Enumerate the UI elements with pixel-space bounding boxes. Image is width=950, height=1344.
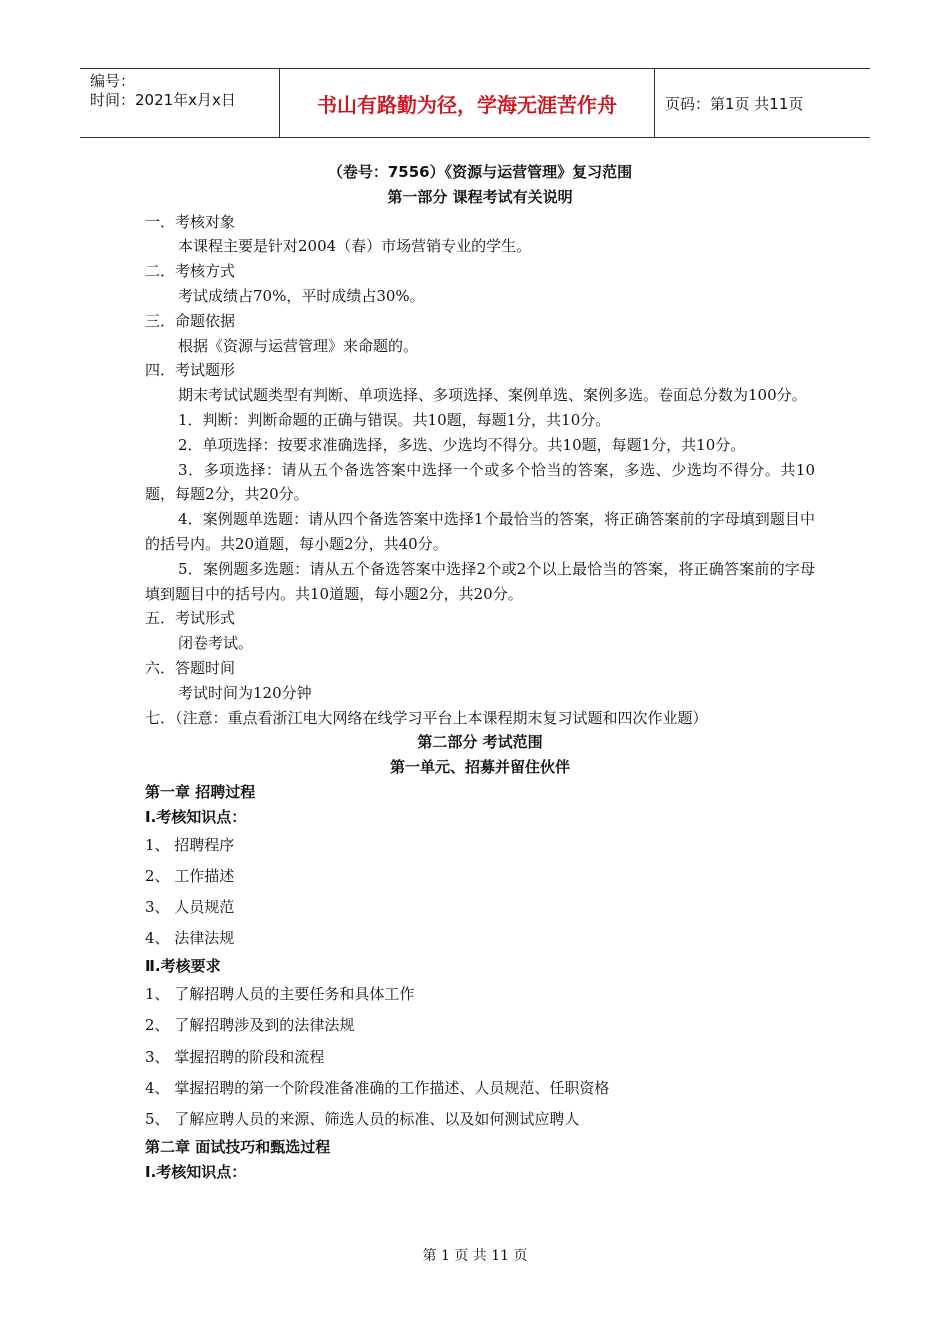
header-left-cell bbox=[80, 69, 280, 137]
section-heading: 六．答题时间 bbox=[145, 658, 236, 677]
section-paragraph: 期末考试试题类型有判断、单项选择、多项选择、案例单选、案例多选。卷面总分数为100分。 bbox=[178, 386, 807, 405]
list-item: 5、 了解应聘人员的来源、筛选人员的标准、以及如何测试应聘人 bbox=[145, 1109, 580, 1128]
section-text: 根据《资源与运营管理》来命题的。 bbox=[178, 336, 419, 355]
list-item: 4、 法律法规 bbox=[145, 929, 235, 948]
list-item: 3、 掌握招聘的阶段和流程 bbox=[145, 1047, 325, 1066]
section-heading: 一．考核对象 bbox=[145, 212, 236, 231]
list-item: 1、 招聘程序 bbox=[145, 835, 235, 854]
section-text: 闭卷考试。 bbox=[178, 634, 254, 653]
page-footer: 第 1 页 共 11 页 bbox=[422, 1248, 528, 1264]
section-text: 考试时间为120分钟 bbox=[178, 683, 312, 702]
header-page-info: 页码：第1页 共11页 bbox=[665, 94, 804, 113]
document-number-label: 编号： bbox=[90, 72, 136, 90]
document-title: （卷号：7556）《资源与运营管理》复习范围 bbox=[327, 163, 633, 181]
list-item: 3、 人员规范 bbox=[145, 897, 235, 916]
unit1-title: 第一单元、招募并留住伙伴 bbox=[389, 758, 570, 777]
document-body bbox=[145, 160, 815, 1185]
list-item: 1、 了解招聘人员的主要任务和具体工作 bbox=[145, 985, 415, 1004]
chapter1-title: 第一章 招聘过程 bbox=[145, 782, 256, 801]
question-type-item: 4．案例题单选题：请从四个备选答案中选择1个最恰当的答案，将正确答案前的字母填到题目中的括号内。共20道题，每小题2分，共40分。 bbox=[145, 510, 815, 553]
question-type-item: 1．判断：判断命题的正确与错误。共10题，每题1分，共10分。 bbox=[178, 410, 611, 429]
list-item: 2、 工作描述 bbox=[145, 866, 235, 885]
section-heading: 三．命题依据 bbox=[145, 311, 236, 330]
question-type-item: 3．多项选择：请从五个备选答案中选择一个或多个恰当的答案，多选、少选均不得分。共10题，每题2分，共20分。 bbox=[145, 460, 815, 504]
section-heading: 四．考试题形 bbox=[145, 361, 236, 380]
section-heading: 七．（注意：重点看浙江电大网络在线学习平台上本课程期末复习试题和四次作业题） bbox=[145, 708, 708, 727]
list-item: 4、 掌握招聘的第一个阶段准备准确的工作描述、人员规范、任职资格 bbox=[145, 1078, 610, 1097]
chapter2-title: 第二章 面试技巧和甄选过程 bbox=[145, 1138, 331, 1157]
header-table bbox=[80, 68, 870, 138]
chapter1-requirements-heading: Ⅱ.考核要求 bbox=[145, 957, 221, 976]
part2-title: 第二部分 考试范围 bbox=[417, 733, 543, 752]
question-type-item: 5．案例题多选题：请从五个备选答案中选择2个或2个以上最恰当的答案，将正确答案前的字母填到题目中的括号内。共10道题，每小题2分，共20分。 bbox=[145, 559, 815, 603]
section-text: 本课程主要是针对2004（春）市场营销专业的学生。 bbox=[178, 237, 532, 256]
chapter2-knowledge-heading: Ⅰ.考核知识点： bbox=[145, 1162, 247, 1181]
header-motto: 书山有路勤为径，学海无涯苦作舟 bbox=[280, 69, 655, 137]
question-type-item: 2．单项选择：按要求准确选择，多选、少选均不得分。共10题，每题1分，共10分。 bbox=[178, 435, 746, 454]
section-heading: 二．考核方式 bbox=[145, 262, 236, 281]
section-heading: 五．考试形式 bbox=[145, 609, 236, 628]
part1-title: 第一部分 课程考试有关说明 bbox=[387, 187, 573, 206]
chapter1-knowledge-heading: Ⅰ.考核知识点： bbox=[145, 807, 247, 826]
section-text: 考试成绩占70%，平时成绩占30%。 bbox=[178, 286, 425, 305]
document-time-label: 时间：2021年x月x日 bbox=[90, 91, 236, 109]
list-item: 2、 了解招聘涉及到的法律法规 bbox=[145, 1016, 355, 1035]
